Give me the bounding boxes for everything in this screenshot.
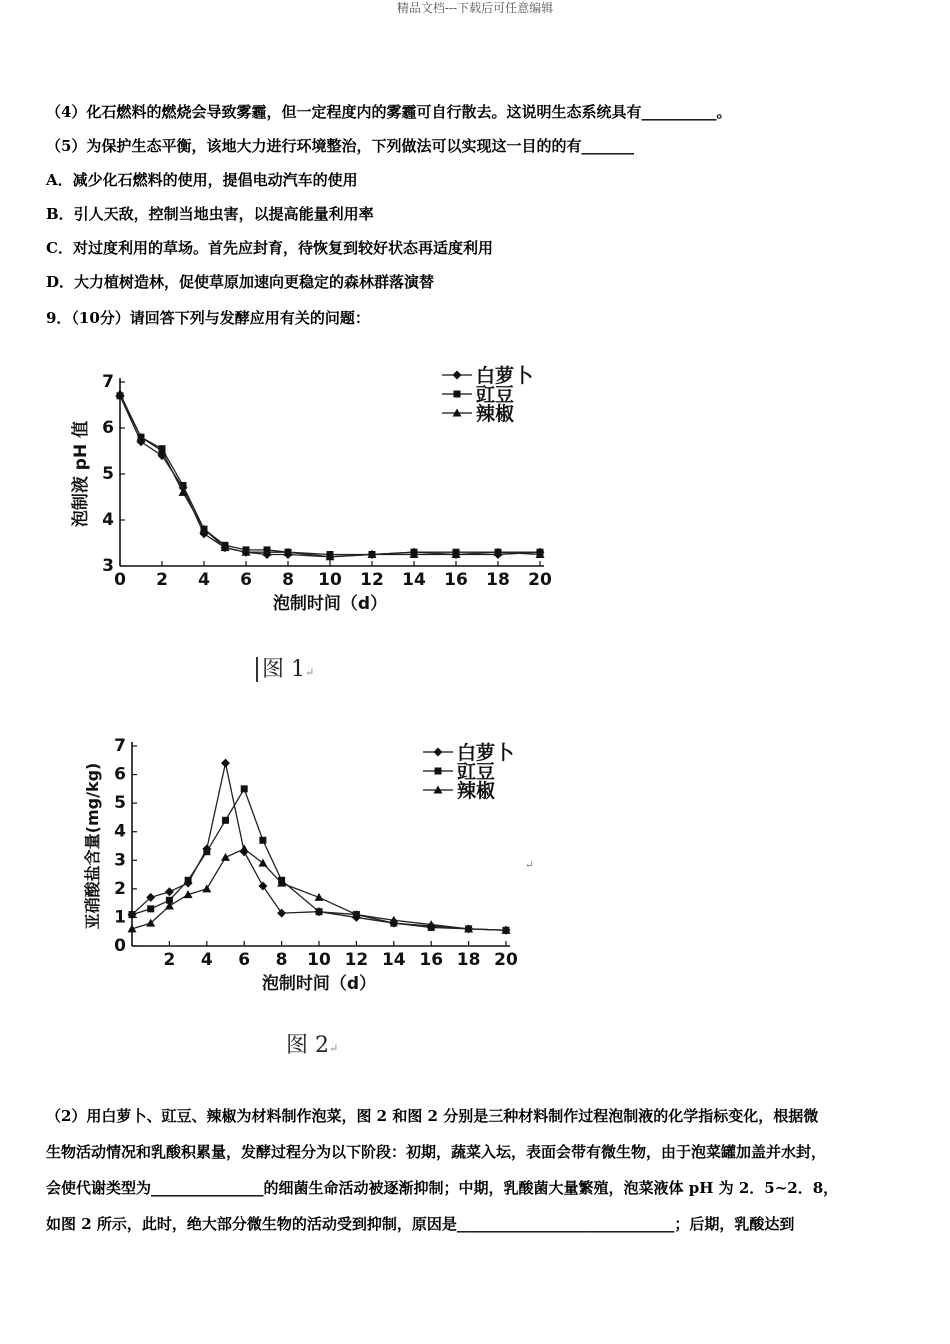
figure-1-caption <box>256 652 314 683</box>
data-point <box>202 884 211 892</box>
x-tick-label: 12 <box>360 570 384 590</box>
y-tick-label: 6 <box>102 418 114 438</box>
paragraph-line-3: 会使代谢类型为_______________的细菌生命活动被逐渐抑制；中期，乳酸菌大量繁殖，泡菜液体 pH 为 2．5~2．8， <box>46 1179 839 1197</box>
question-2-paragraph <box>46 1098 916 1242</box>
x-tick-label: 16 <box>419 950 444 970</box>
data-point <box>316 908 323 915</box>
data-point <box>221 853 230 861</box>
data-point <box>222 817 229 824</box>
x-tick-label: 4 <box>200 950 213 970</box>
series-line-3 <box>132 849 506 930</box>
figure-1-caption-text: 图 1 <box>256 657 305 682</box>
y-tick-label: 2 <box>114 878 126 899</box>
option-c: C．对过度利用的草场。首先应封育，待恢复到较好状态再适度利用 <box>46 239 493 257</box>
legend-marker <box>453 371 462 380</box>
y-tick-label: 1 <box>114 907 126 928</box>
legend-marker <box>454 391 461 398</box>
data-point <box>315 893 324 901</box>
x-tick-label: 10 <box>307 950 331 970</box>
y-tick-label: 5 <box>102 464 114 484</box>
x-tick-label: 14 <box>381 950 406 970</box>
legend-label: 豇豆 <box>476 384 515 406</box>
data-point <box>165 887 174 896</box>
legend-marker <box>434 748 443 757</box>
page-header: 精品文档---下载后可任意编辑 <box>396 1 554 15</box>
y-axis-label: 亚硝酸盐含量(mg/kg) <box>83 762 102 930</box>
figure-2-chart <box>80 730 540 1010</box>
data-point <box>147 905 154 912</box>
figure-1-chart <box>66 355 566 625</box>
x-tick-label: 18 <box>486 570 510 590</box>
x-tick-label: 2 <box>156 570 168 590</box>
x-tick-label: 16 <box>444 570 468 590</box>
return-mark: ↵ <box>305 666 315 679</box>
x-tick-label: 0 <box>114 570 126 590</box>
y-tick-label: 7 <box>102 372 114 392</box>
y-axis-label: 泡制液 pH 值 <box>71 420 91 528</box>
x-tick-label: 20 <box>528 570 552 590</box>
data-point <box>129 911 136 918</box>
data-point <box>258 882 267 891</box>
y-tick-label: 5 <box>114 793 126 814</box>
y-tick-label: 6 <box>114 764 126 785</box>
data-point <box>203 848 210 855</box>
y-tick-label: 4 <box>114 821 126 842</box>
x-tick-label: 8 <box>275 950 288 970</box>
x-tick-label: 10 <box>318 570 342 590</box>
x-tick-label: 14 <box>402 570 426 590</box>
x-tick-label: 4 <box>198 570 210 590</box>
x-tick-label: 8 <box>282 570 294 590</box>
y-tick-label: 7 <box>114 736 126 756</box>
y-tick-label: 4 <box>102 510 114 530</box>
x-tick-label: 12 <box>344 950 369 970</box>
paragraph-line-4: 如图 2 所示，此时，绝大部分微生物的活动受到抑制，原因是_____________________________；后期，乳酸达到 <box>46 1215 795 1233</box>
legend-label: 豇豆 <box>457 761 496 783</box>
figure-2-caption-text: 图 2 <box>286 1033 329 1058</box>
x-tick-label: 6 <box>238 950 251 970</box>
x-tick-label: 2 <box>163 950 176 970</box>
legend-marker <box>435 768 442 775</box>
data-point <box>221 759 230 768</box>
x-tick-label: 6 <box>240 570 252 590</box>
x-tick-label: 20 <box>494 950 518 970</box>
figure-2-caption <box>286 1028 338 1059</box>
y-tick-label: 3 <box>114 850 126 871</box>
question-4: （4）化石燃料的燃烧会导致雾霾，但一定程度内的雾霾可自行散去。这说明生态系统具有__________。 <box>46 103 732 121</box>
question-5: （5）为保护生态平衡，该地大力进行环境整治，下列做法可以实现这一目的的有_______ <box>46 137 634 155</box>
y-tick-label: 0 <box>114 936 126 956</box>
data-point <box>277 909 286 918</box>
return-mark-2: ↵ <box>525 860 534 871</box>
option-b: B．引人天敌，控制当地虫害，以提高能量利用率 <box>46 205 374 223</box>
data-point <box>258 859 267 867</box>
legend-label: 辣椒 <box>476 403 515 425</box>
x-axis-label: 泡制时间（d） <box>261 974 377 994</box>
legend-label: 白萝卜 <box>476 365 534 387</box>
option-a: A．减少化石燃料的使用，提倡电动汽车的使用 <box>46 171 358 189</box>
data-point <box>259 837 266 844</box>
paragraph-line-1: （2）用白萝卜、豇豆、辣椒为材料制作泡菜，图 2 和图 2 分别是三种材料制作过程泡制液的化学指标变化，根据微 <box>46 1107 819 1125</box>
return-mark-3: ↵ <box>329 1042 339 1055</box>
question-9: 9．（10分）请回答下列与发酵应用有关的问题： <box>46 309 370 327</box>
y-tick-label: 3 <box>102 556 114 576</box>
data-point <box>240 844 249 852</box>
data-point <box>241 785 248 792</box>
paragraph-line-2: 生物活动情况和乳酸积累量，发酵过程分为以下阶段：初期，蔬菜入坛，表面会带有微生物，由于泡菜罐加盖并水封， <box>46 1143 827 1161</box>
x-tick-label: 18 <box>456 950 481 970</box>
option-d: D．大力植树造林，促使草原加速向更稳定的森林群落演替 <box>46 273 435 291</box>
series-line-1 <box>132 763 506 930</box>
data-point <box>185 877 192 884</box>
legend-label: 辣椒 <box>457 780 496 802</box>
legend-label: 白萝卜 <box>457 742 515 764</box>
x-axis-label: 泡制时间（d） <box>272 594 388 614</box>
